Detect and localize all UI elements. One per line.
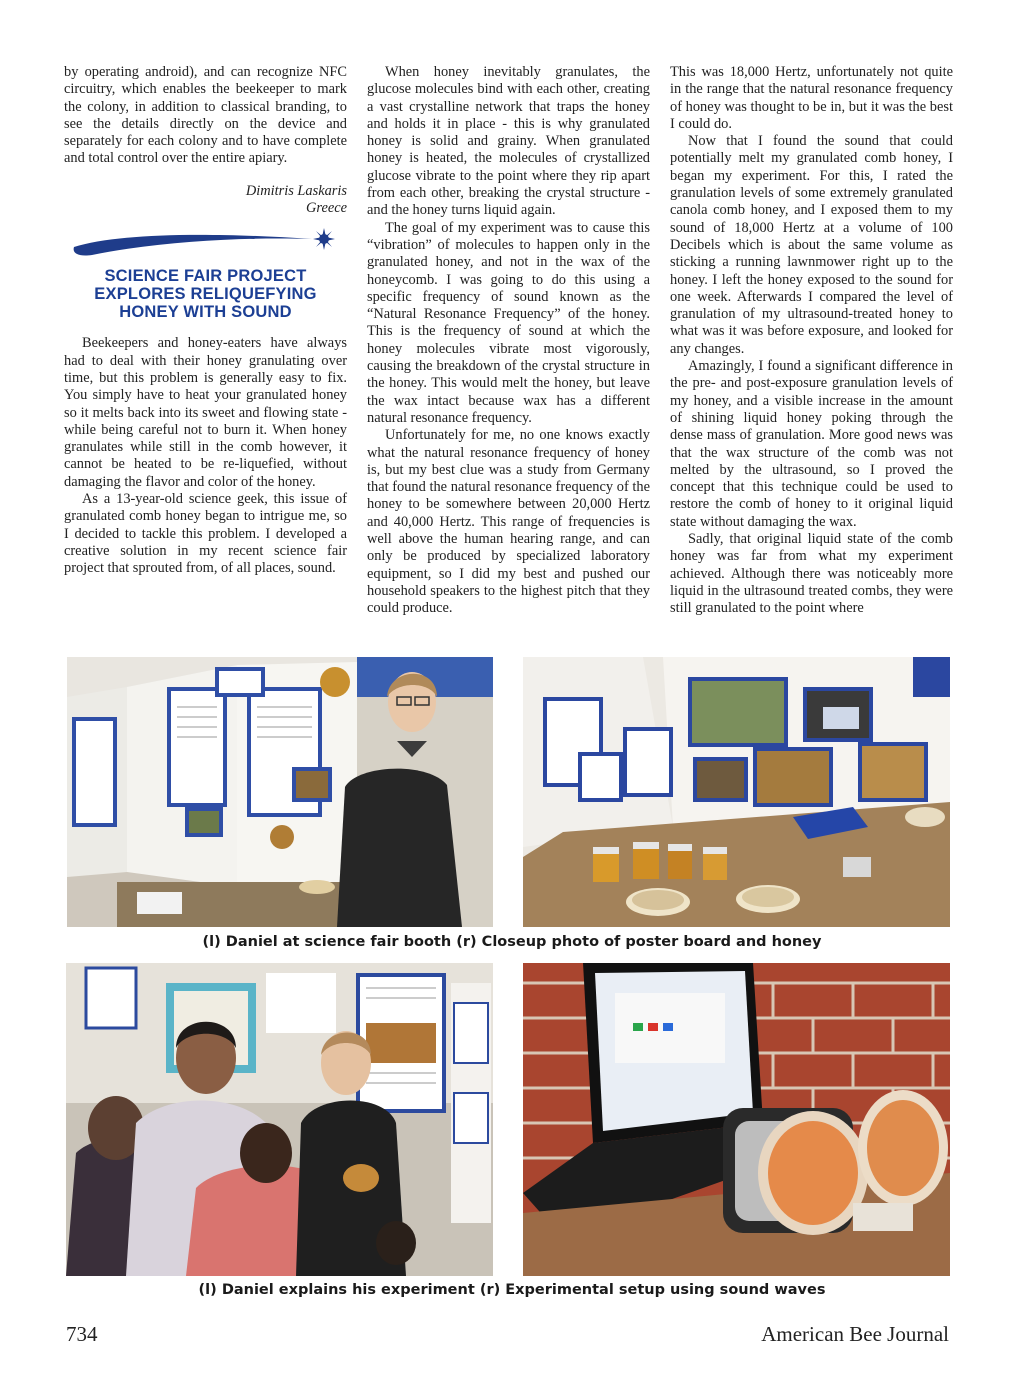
column1-paragraph: As a 13-year-old science geek, this issue of granulated comb honey began to intrigue me, so I decided to tackle this problem. I developed a creative solution in my recent science fair project that sprouted from, of all places, sound. [64,491,347,577]
article-column-3 [670,64,953,618]
column1-paragraph: Beekeepers and honey-eaters have always had to deal with their honey granulating over time, but this problem is generally easy to fix. You simply have to heat your granulated honey so it melts back into its sweet and flowing state - while being careful not to burn it. When honey granulates while still in the comb however, it cannot be heated to be re-liquefied, without damaging the flavor and color of the honey. [64,335,347,490]
page-number: 734 [66,1322,98,1346]
column3-paragraph: Sadly, that original liquid state of the comb honey was far from what my experiment achieved. Although there was noticeably more liquid in the ultrasound treated combs, they were still granulated to the point where [670,531,953,617]
blue-swoosh-icon [72,225,342,261]
column2-paragraph: Unfortunately for me, no one knows exactly what the natural resonance frequency of honey is, but my best clue was a study from Germany that found the natural resonance frequency of the honey to be somewhere between 20,000 Hertz and 40,000 Hertz. This range of frequencies is well above the human hearing range, and can only be produced by specialized laboratory equipment, so I did my best and pushed our household speakers to the highest pitch that they could produce. [367,427,650,617]
article-headline: SCIENCE FAIR PROJECT EXPLORES RELIQUEFYING HONEY WITH SOUND [94,267,317,322]
column1-continuation: by operating android), and can recognize NFC circuitry, which enables the beekeeper to mark the colony, in addition to classical branding, to see the details directly on the device and separately for each colony and to have complete and total control over the entire apiary. [64,64,347,167]
caption-row-2: (l) Daniel explains his experiment (r) Experimental setup using sound waves [198,1282,826,1298]
column3-paragraph: Now that I found the sound that could potentially melt my granulated comb honey, I began my experiment. For this, I rated the granulation levels of some extremely granulated canola comb honey, and I exposed them to my sound of 18,000 Hertz at a volume of 100 Decibels which is about the same volume as sticking a running lawnmower right up to the honey. I left the honey exposed to the sound for one week. Afterwards I compared the level of granulation of my ultrasound-treated honey to what was it was before exposure, and looked for any changes. [670,133,953,357]
column2-paragraph: When honey inevitably granulates, the glucose molecules bind with each other, creating a vast crystalline network that traps the honey and holds it in place - this is why granulated honey is solid and grainy. When granulated honey is heated, the molecules of crystallized glucose vibrate to the point where they rip apart from each other, breaking the crystal structure - and the honey turns liquid again. [367,64,650,219]
photo-daniel-explains [66,963,493,1276]
publication-name: American Bee Journal [761,1322,949,1346]
byline [64,183,347,218]
author-name: Dimitris Laskaris [245,182,347,199]
article-column-1 [64,64,347,578]
photo-experimental-setup [523,963,950,1276]
photo-closeup-poster-honey [523,657,950,927]
caption-row-1: (l) Daniel at science fair booth (r) Closeup photo of poster board and honey [202,934,822,950]
column3-paragraph: Amazingly, I found a significant difference in the pre- and post-exposure granulation levels of my honey, and a visible increase in the amount of shining liquid honey poking through the dense mass of granulation. More good news was that the wax structure of the comb was not melted by the ultrasound, so I proved the concept that this technique could be used to restore the comb of honey to it original liquid state without damaging the wax. [670,358,953,530]
article-column-2 [367,64,650,618]
author-country: Greece [305,200,347,217]
column2-paragraph: The goal of my experiment was to cause this “vibration” of molecules to happen only in the granulated honey, and not in the wax of the honeycomb. I was going to do this using a specific frequency of sound known as the “Natural Resonance Frequency” of the honey. This is the frequency of sound at which the honey molecules vibrate most vigorously, causing the breakdown of the crystal structure in the honey. This would melt the honey, but leave the wax intact because wax has a different natural resonance frequency. [367,219,650,426]
column3-continuation: This was 18,000 Hertz, unfortunately not quite in the range that the natural resonance frequency of honey was thought to be in, but it was the best I could do. [670,64,953,132]
photo-daniel-at-booth [67,657,493,927]
